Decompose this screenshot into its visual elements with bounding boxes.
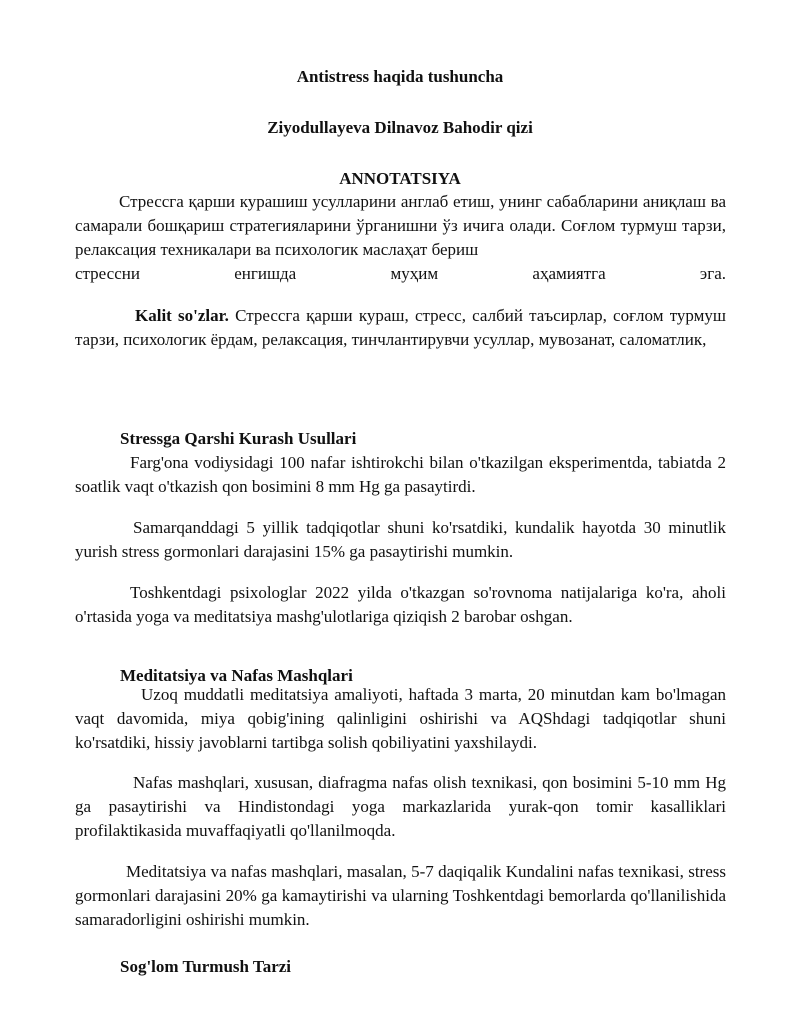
keywords-paragraph	[75, 304, 726, 352]
keywords-text: Стрессга қарши кураш, стресс, салбий таъсирлар, соғлом турмуш тарзи, психологик ёрдам, релаксация, тинчлантирувчи усуллар, мувозанат, саломатлик,	[75, 306, 726, 349]
section-heading-stress: Stressga Qarshi Kurash Usullari	[120, 429, 357, 448]
section-paragraph: Nafas mashqlari, xususan, diafragma nafas olish texnikasi, qon bosimini 5-10 mm Hg ga pasaytirishi va Hindistondagi yoga markazlarida yurak-qon tomir kasalliklari profilaktikasida muvaffaqiyatli qo'llanilmoqda.	[75, 773, 726, 840]
author-name: Ziyodullayeva Dilnavoz Bahodir qizi	[267, 118, 533, 137]
section-paragraph: Uzoq muddatli meditatsiya amaliyoti, haftada 3 marta, 20 minutdan kam bo'lmagan vaqt davomida, miya qobig'ining qalinligini oshirishi va AQShdagi tadqiqotlar shuni ko'rsatdiki, hissiy javoblarni tartibga solish qobiliyatini yaxshilaydi.	[75, 685, 726, 752]
annotation-last-line: стрессни енгишда муҳим аҳамиятга эга.	[75, 264, 726, 283]
section-paragraph: Toshkentdagi psixologlar 2022 yilda o'tkazgan so'rovnoma natijalariga ko'ra, aholi o'rtasida yoga va meditatsiya mashg'ulotlariga qiziqish 2 barobar oshgan.	[75, 583, 726, 626]
section-paragraph: Meditatsiya va nafas mashqlari, masalan, 5-7 daqiqalik Kundalini nafas texnikasi, stress gormonlari darajasini 20% ga kamaytirishi va ularning Toshkentdagi bemorlarda qo'llanilishida samaradorligini oshirishi mumkin.	[75, 862, 726, 929]
section-paragraph: Samarqanddagi 5 yillik tadqiqotlar shuni ko'rsatdiki, kundalik hayotda 30 minutlik yurish stress gormonlari darajasini 15% ga pasaytirishi mumkin.	[75, 518, 726, 561]
section-heading-healthy-lifestyle: Sog'lom Turmush Tarzi	[120, 957, 292, 976]
section-heading-meditation: Meditatsiya va Nafas Mashqlari	[120, 666, 353, 685]
annotation-paragraph: Стрессга қарши курашиш усулларини англаб етиш, унинг сабабларини аниқлаш ва самарали бошқариш стратегияларини ўрганишни ўз ичига олади. Соғлом турмуш тарзи, релаксация техникалари ва психологик маслаҳат бериш	[75, 192, 726, 259]
section-paragraph: Farg'ona vodiysidagi 100 nafar ishtirokchi bilan o'tkazilgan eksperimentda, tabiatda 2 soatlik vaqt o'tkazish qon bosimini 8 mm Hg ga pasaytirdi.	[75, 453, 726, 496]
keywords-label: Kalit so'zlar.	[135, 306, 229, 325]
annotation-heading: ANNOTATSIYA	[339, 169, 461, 188]
document-title: Antistress haqida tushuncha	[296, 67, 504, 86]
